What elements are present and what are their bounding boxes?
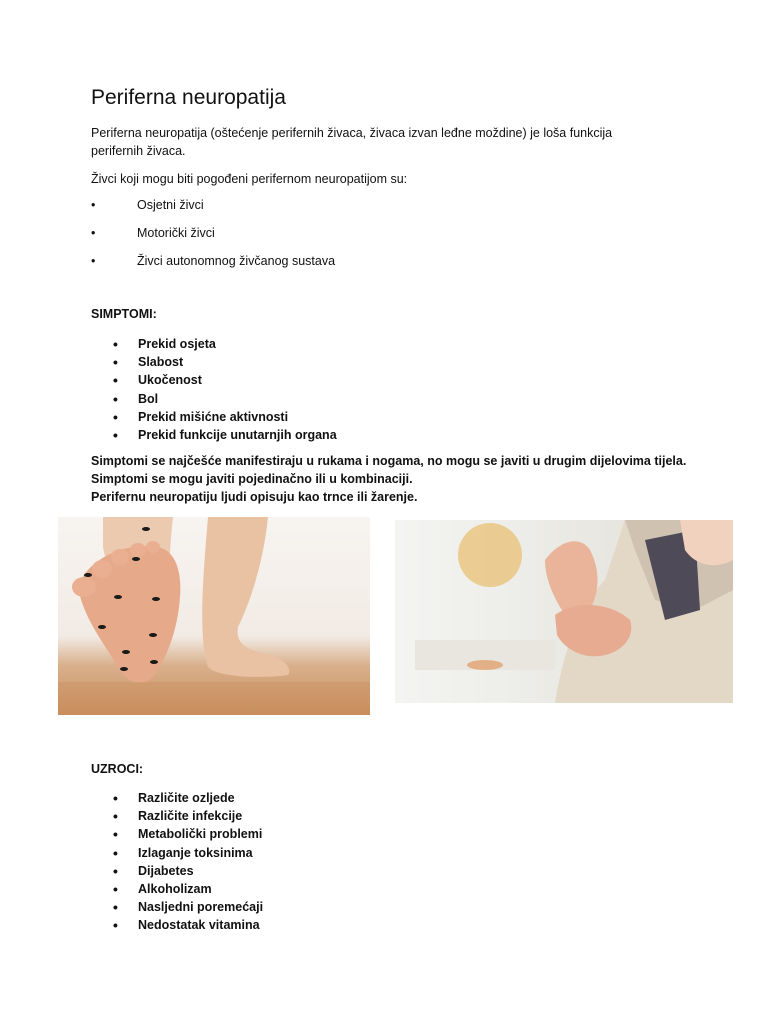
cause-label: Izlaganje toksinima [138, 845, 253, 860]
symptom-label: Prekid osjeta [138, 337, 216, 351]
bullet-icon: • [91, 226, 96, 240]
bullet-icon: • [113, 790, 118, 806]
bullet-icon: • [113, 862, 118, 879]
document-title: Periferna neuropatija [91, 86, 286, 109]
bullet-icon: • [113, 880, 118, 897]
cause-label: Različite ozljede [138, 791, 235, 805]
summary-paragraph [91, 452, 731, 506]
summary-line: Simptomi se mogu javiti pojedinačno ili u kombinaciji. [91, 472, 413, 486]
bullet-icon: • [113, 336, 118, 352]
cause-label: Nasljedni poremećaji [138, 900, 264, 915]
bullet-icon: • [113, 899, 118, 916]
cause-label: Alkoholizam [138, 881, 212, 896]
bullet-icon: • [113, 917, 118, 934]
bullet-icon: • [113, 354, 118, 371]
nerve-item-label: Motorički živci [137, 226, 215, 240]
symptoms-heading: SIMPTOMI: [91, 307, 157, 321]
cause-label: Nedostatak vitamina [138, 918, 260, 933]
wrist-illustration [395, 520, 733, 703]
cause-label: Različite infekcije [138, 809, 243, 824]
bullet-icon: • [91, 198, 96, 212]
intro-paragraph [91, 124, 651, 160]
nerves-intro: Živci koji mogu biti pogođeni perifernom neuropatijom su: [91, 172, 408, 186]
intro-line: Periferna neuropatija (oštećenje perifernih živaca, živaca izvan leđne moždine) je loša funkcija [91, 126, 613, 140]
foot-illustration [58, 517, 370, 715]
bullet-icon: • [113, 826, 118, 843]
bullet-icon: • [113, 372, 118, 389]
summary-line: Perifernu neuropatiju ljudi opisuju kao trnce ili žarenje. [91, 490, 418, 504]
symptom-label: Ukočenost [138, 373, 202, 388]
summary-line: Simptomi se najčešće manifestiraju u rukama i nogama, no mogu se javiti u drugim dijelovima tijela. [91, 454, 687, 468]
bullet-icon: • [113, 390, 118, 407]
bullet-icon: • [113, 426, 118, 443]
intro-line: perifernih živaca. [91, 144, 186, 158]
cause-label: Dijabetes [138, 863, 194, 878]
bullet-icon: • [113, 808, 118, 825]
cause-label: Metabolički problemi [138, 827, 263, 842]
symptom-label: Bol [138, 391, 159, 406]
nerve-item-label: Živci autonomnog živčanog sustava [137, 254, 336, 268]
symptom-label: Prekid funkcije unutarnjih organa [138, 427, 337, 442]
foot-photo [58, 517, 370, 715]
bullet-icon: • [113, 844, 118, 861]
causes-heading: UZROCI: [91, 762, 144, 776]
nerve-item-label: Osjetni živci [137, 198, 204, 212]
symptom-label: Prekid mišićne aktivnosti [138, 409, 289, 424]
bullet-icon: • [91, 254, 96, 268]
bullet-icon: • [113, 408, 118, 425]
wrist-photo [395, 520, 733, 703]
symptom-label: Slabost [138, 355, 184, 370]
